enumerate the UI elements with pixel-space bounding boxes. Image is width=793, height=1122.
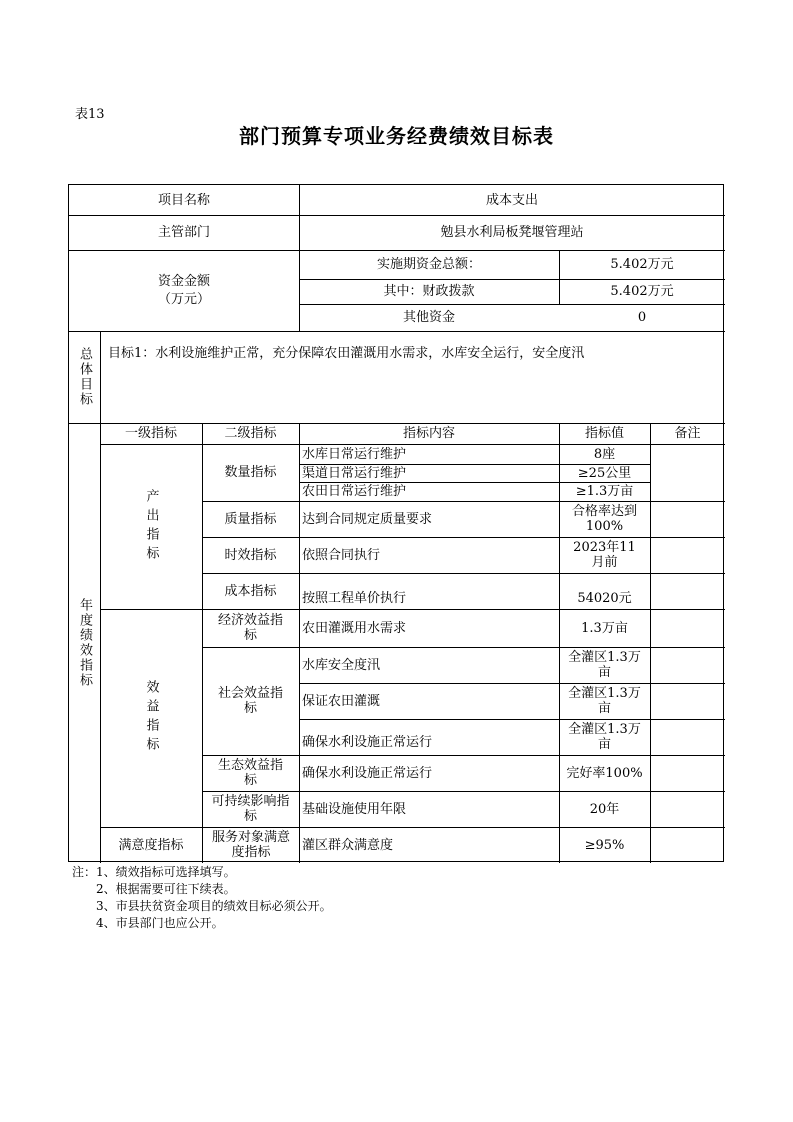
- content-ecological: 确保水利设施正常运行: [302, 765, 433, 781]
- total-funds-label: 实施期资金总额：: [376, 257, 481, 272]
- other-funds-label: 其他资金: [402, 310, 455, 325]
- value-ecological: 完好率100%: [566, 765, 643, 781]
- content-quality: 达到合同规定质量要求: [302, 511, 433, 527]
- quality-indicator-label: 质量指标: [224, 511, 277, 527]
- output-indicators-label: 产出指标: [143, 488, 159, 565]
- value-flood-safety: 全灌区1.3万亩: [568, 650, 641, 680]
- project-name-value: 成本支出: [485, 192, 538, 208]
- value-irrigation: 全灌区1.3万亩: [568, 686, 641, 716]
- funds-label-line2: （万元）: [157, 291, 210, 307]
- content-facility-operation: 确保水利设施正常运行: [302, 734, 433, 750]
- value-reservoir-maintenance: 8座: [593, 446, 616, 462]
- cost-indicator-label: 成本指标: [224, 583, 277, 599]
- header-level1: 一级指标: [124, 426, 177, 441]
- footnote-2: 2、根据需要可往下续表。: [72, 882, 236, 896]
- social-benefit-label: 社会效益指标: [217, 686, 283, 716]
- value-quality: 合格率达到100%: [571, 504, 637, 534]
- value-timeliness: 2023年11月前: [573, 540, 636, 570]
- table-number-label: 表13: [75, 107, 105, 122]
- timeliness-indicator-label: 时效指标: [224, 547, 277, 563]
- ecological-benefit-label: 生态效益指标: [217, 758, 283, 788]
- value-service-life: 20年: [589, 801, 620, 817]
- overall-goal-text: 目标1：水利设施维护正常，充分保障农田灌溉用水需求，水库安全运行，安全度汛: [108, 346, 585, 361]
- overall-goal-label: 总体目标: [77, 347, 92, 407]
- sustainable-impact-label: 可持续影响指标: [211, 794, 290, 824]
- content-timeliness: 依照合同执行: [302, 547, 381, 563]
- funds-label: [69, 250, 299, 331]
- content-channel-maintenance: 渠道日常运行维护: [302, 465, 407, 481]
- project-name-label: 项目名称: [157, 192, 210, 208]
- content-irrigation: 保证农田灌溉: [302, 693, 381, 709]
- fiscal-funds-value: 5.402万元: [610, 284, 674, 299]
- content-reservoir-maintenance: 水库日常运行维护: [302, 446, 407, 462]
- footnote-3: 3、市县扶贫资金项目的绩效目标必须公开。: [72, 899, 332, 913]
- economic-benefit-label: 经济效益指标: [217, 613, 283, 643]
- benefit-indicators-label: 效益指标: [143, 680, 159, 756]
- footnote-1: 注：1、绩效指标可选择填写。: [72, 865, 236, 879]
- content-flood-safety: 水库安全度汛: [302, 657, 381, 673]
- other-funds-value: 0: [637, 310, 647, 325]
- value-economic: 1.3万亩: [581, 620, 628, 636]
- value-farmland-maintenance: ≥1.3万亩: [575, 484, 634, 499]
- quantity-indicator-label: 数量指标: [224, 465, 277, 480]
- content-service-life: 基础设施使用年限: [302, 801, 407, 817]
- header-value: 指标值: [584, 426, 624, 441]
- service-satisfaction-label: 服务对象满意度指标: [211, 830, 290, 860]
- annual-indicators-label: 年度绩效指标: [77, 598, 92, 688]
- performance-target-table: [68, 184, 724, 862]
- value-satisfaction: ≥95%: [584, 837, 625, 853]
- footnote-4: 4、市县部门也应公开。: [72, 916, 224, 930]
- value-facility-operation: 全灌区1.3万亩: [568, 722, 641, 752]
- content-cost: 按照工程单价执行: [302, 590, 407, 606]
- header-note: 备注: [674, 426, 701, 441]
- content-farmland-maintenance: 农田日常运行维护: [302, 484, 407, 499]
- fiscal-funds-label: 其中：财政拨款: [383, 284, 475, 299]
- funds-label-line1: 资金金额: [157, 273, 210, 289]
- department-value: 勉县水利局板凳堰管理站: [440, 225, 584, 240]
- total-funds-value: 5.402万元: [610, 257, 674, 272]
- page-title: 部门预算专项业务经费绩效目标表: [239, 124, 554, 148]
- content-satisfaction: 灌区群众满意度: [302, 837, 394, 853]
- content-economic: 农田灌溉用水需求: [302, 620, 407, 636]
- value-channel-maintenance: ≥25公里: [577, 465, 632, 481]
- footnotes: [72, 864, 332, 932]
- department-label: 主管部门: [157, 225, 210, 240]
- satisfaction-indicators-label: 满意度指标: [118, 837, 184, 853]
- header-level2: 二级指标: [224, 426, 277, 441]
- value-cost: 54020元: [577, 590, 632, 606]
- header-content: 指标内容: [402, 426, 455, 441]
